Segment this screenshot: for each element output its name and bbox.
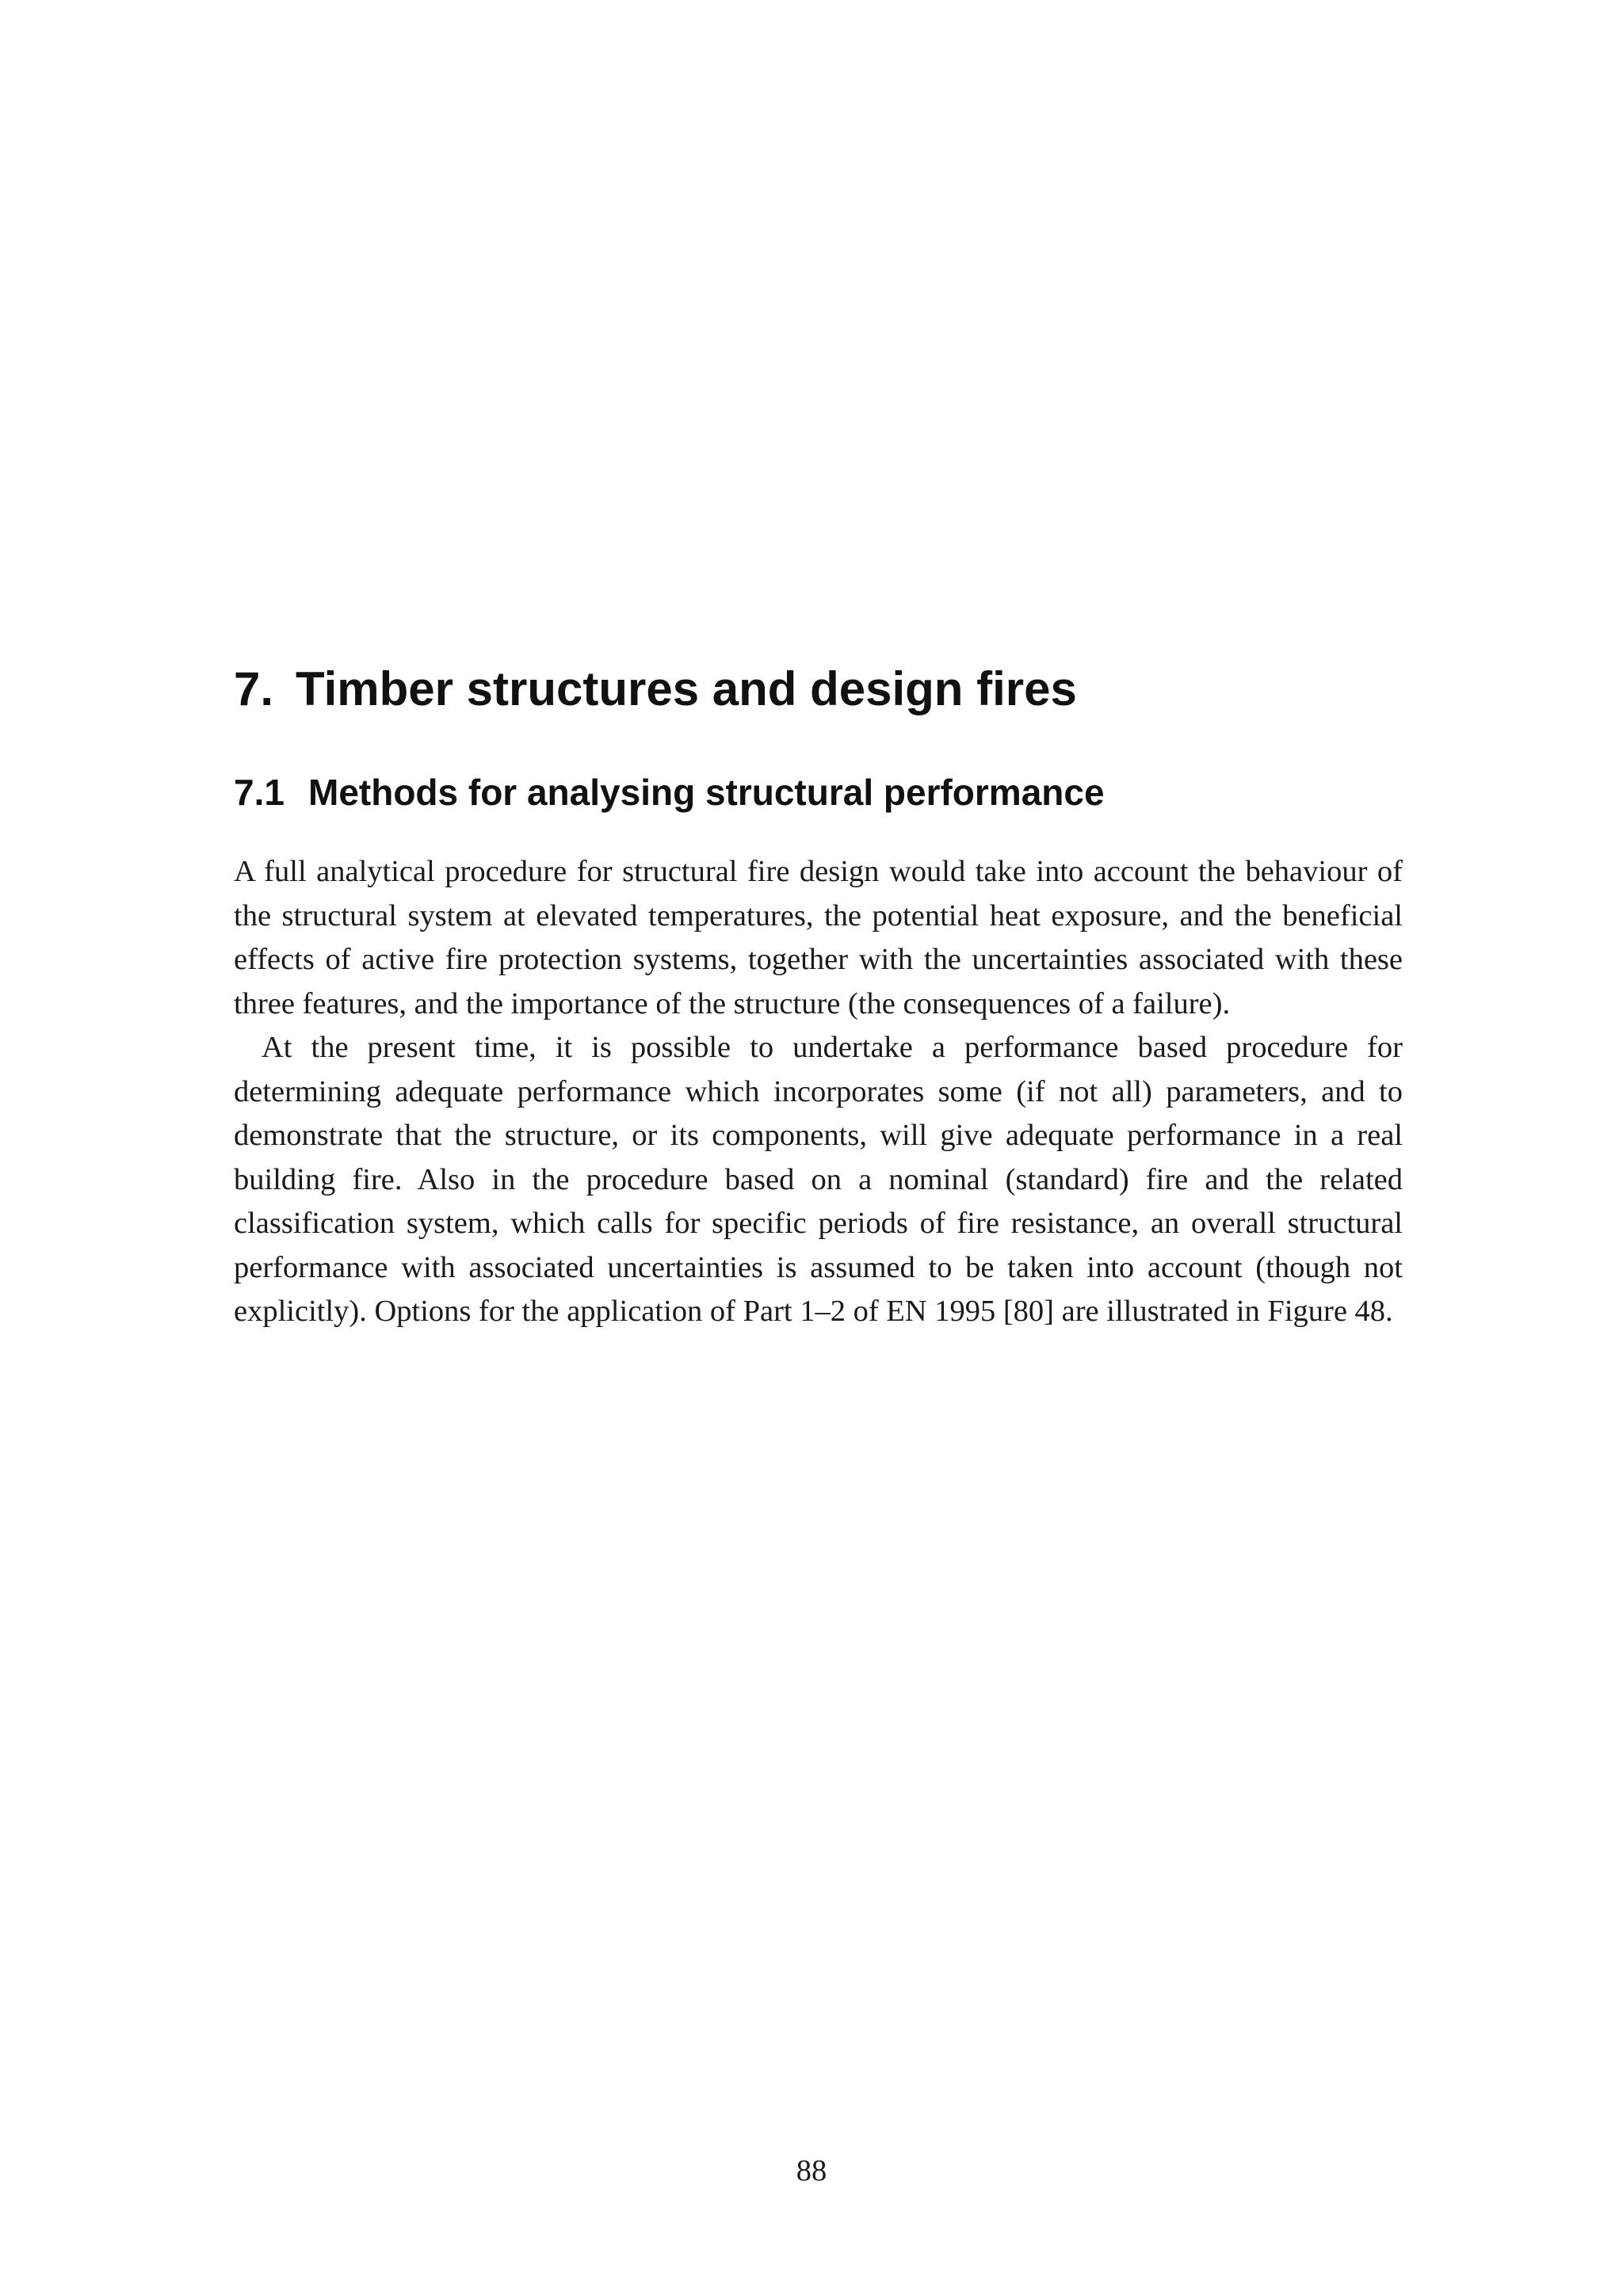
section-number: 7.1	[234, 772, 285, 813]
body-paragraph: At the present time, it is possible to undertake a performance based procedure for determining adequate performance which incorporates some (if not all) parameters, and to demonstrate that the structure, or its components, will give adequate performance in a real building fire. Also in the procedure based on a nominal (standard) fire and the related classification system, which calls for specific periods of fire resistance, an overall structural performance with associated uncertainties is assumed to be taken into account (though not explicitly). Options for the application of Part 1–2 of EN 1995 [80] are illustrated in Figure 48.	[234, 1031, 1403, 1328]
section-title: Methods for analysing structural performance	[308, 772, 1105, 813]
body-paragraph: A full analytical procedure for structural fire design would take into account the behaviour of the structural system at elevated temperatures, the potential heat exposure, and the beneficial effects of active fire protection systems, together with the uncertainties associated with these three features, and the importance of the structure (the consequences of a failure).	[234, 855, 1403, 1020]
page-number: 88	[796, 2154, 827, 2187]
page-content	[234, 658, 1403, 1334]
chapter-heading	[234, 658, 1403, 721]
section-heading	[234, 769, 1403, 816]
chapter-title: Timber structures and design fires	[296, 662, 1077, 715]
chapter-number: 7.	[234, 662, 274, 715]
